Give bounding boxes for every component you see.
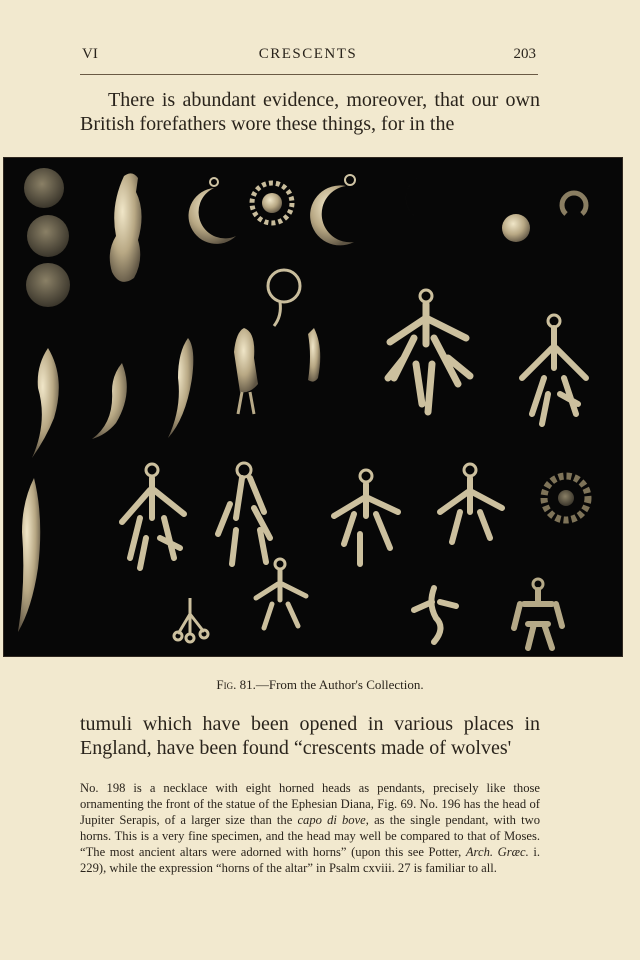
page-number: 203 <box>513 46 536 62</box>
running-title: CRESCENTS <box>258 46 358 62</box>
figure-caption <box>0 677 640 693</box>
header-rule <box>80 74 538 75</box>
footnote <box>80 780 540 876</box>
coin-amulets <box>24 168 70 307</box>
footnote-italic-2: Arch. Græc. <box>465 845 529 859</box>
face-medallion-amulet <box>502 214 530 242</box>
chapter-number: VI <box>82 46 98 62</box>
figure-caption-text: —From the Author's Collection. <box>255 677 424 692</box>
figure-label: Fig. 81. <box>216 677 256 692</box>
continuation-paragraph: tumuli which have been opened in various places in England, have been found “crescents made of wolves' <box>80 713 540 759</box>
running-header <box>78 46 538 66</box>
footnote-part-3: i. 229), while the expression “horns of the altar” in Psalm cxviii. 27 is familiar to all. <box>80 845 541 875</box>
amulet-plate <box>3 157 623 657</box>
amulet-photograph <box>4 158 622 656</box>
footnote-italic-1: capo di bove <box>297 813 366 827</box>
footnote-part-2: , as the single pendant, with two horns. This is a very fine specimen, and the head may well be compared to that of Moses. “The most ancient altars were adorned with horns” (upon this see Potter, <box>80 813 540 859</box>
footnote-part-1: No. 198 is a necklace with eight horned heads as pendants, precisely like those ornamenting the front of the statue of the Ephesian Diana, Fig. 69. No. 196 has the head of Jupiter Serapis, of a larger size than the <box>80 781 540 827</box>
lead-paragraph: There is abundant evidence, moreover, that our own British forefathers wore these things, for in the <box>80 89 540 135</box>
